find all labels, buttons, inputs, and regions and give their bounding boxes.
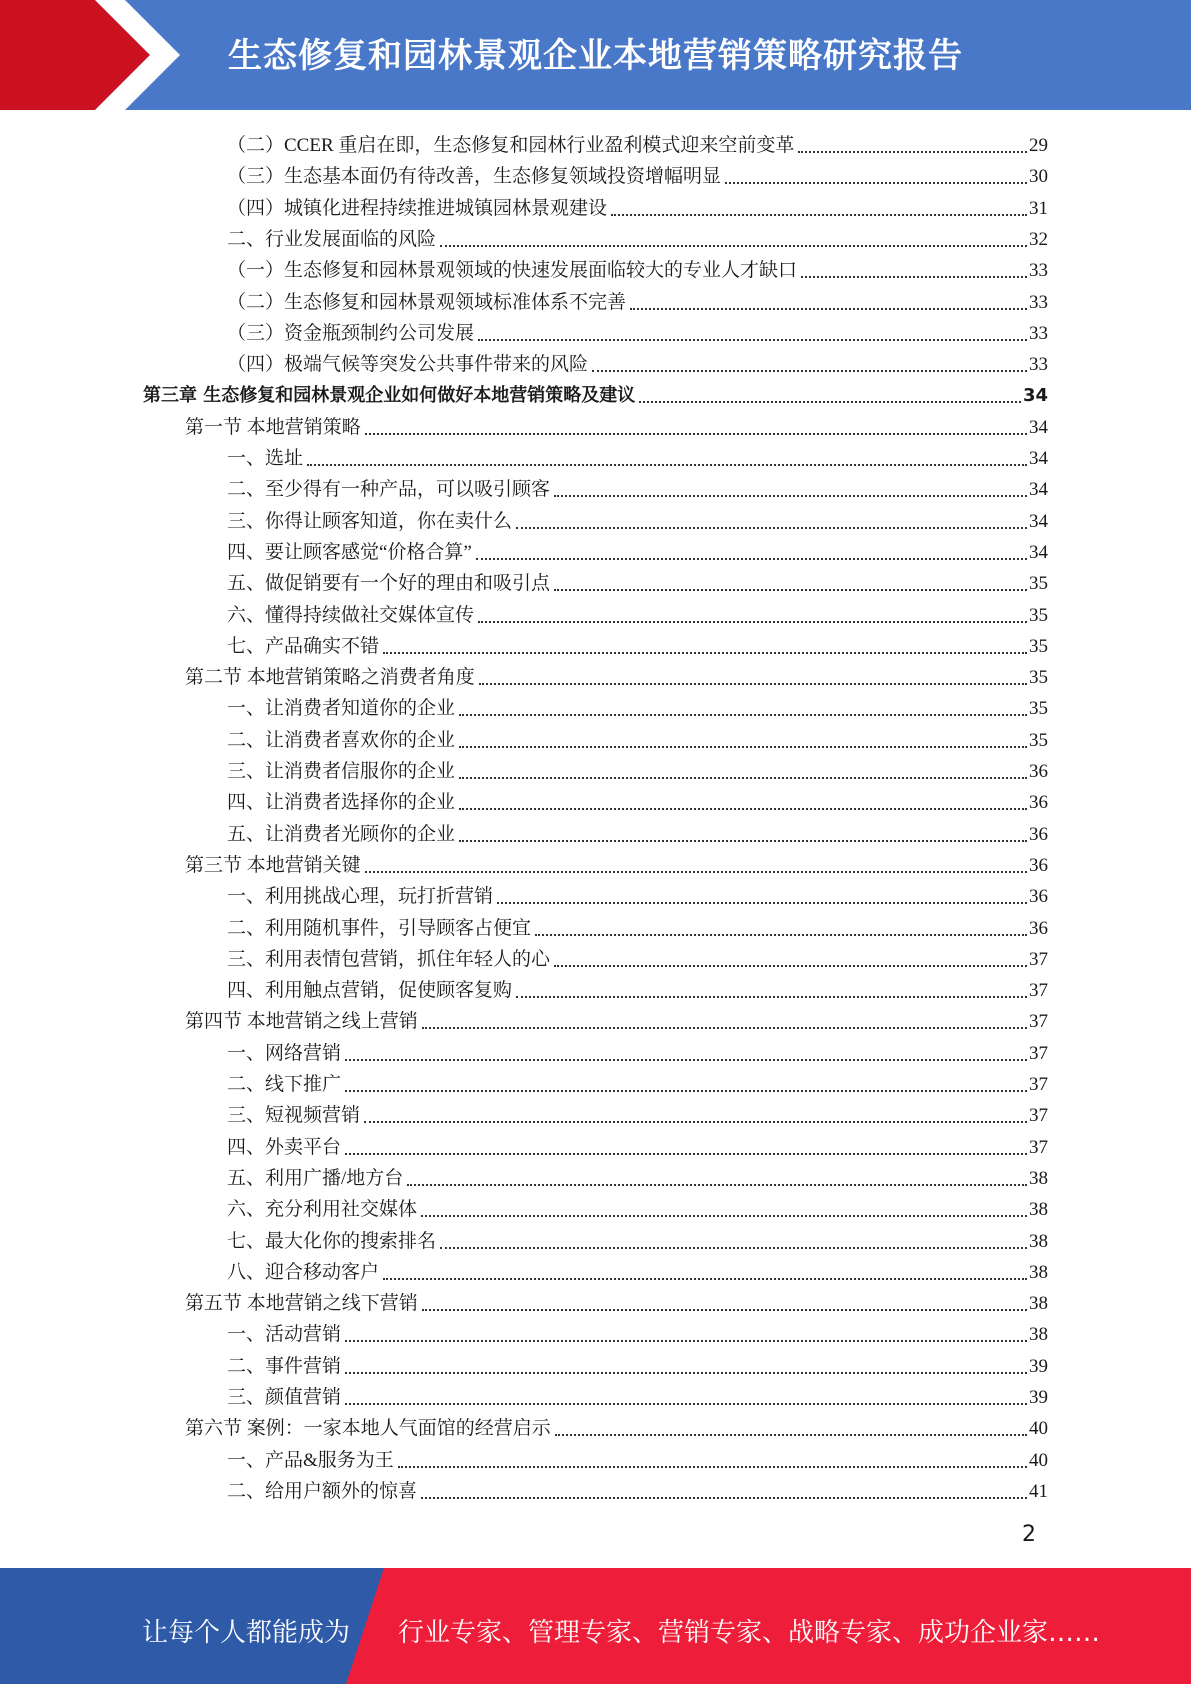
toc-dot-leader (440, 245, 1027, 247)
toc-entry-page: 33 (1029, 291, 1048, 313)
toc-section-entry[interactable] (185, 847, 1048, 878)
toc-entry[interactable] (227, 784, 1048, 815)
toc-entry[interactable] (227, 284, 1048, 315)
toc-entry-page: 38 (1029, 1324, 1048, 1346)
toc-dot-leader (345, 1059, 1027, 1061)
toc-entry-title: 四、外卖平台 (227, 1136, 342, 1158)
toc-entry-page: 35 (1029, 604, 1048, 626)
toc-entry-page: 37 (1029, 1105, 1048, 1127)
toc-entry-page: 36 (1029, 761, 1048, 782)
toc-entry-title: 四、让消费者选择你的企业 (227, 792, 456, 814)
toc-entry-title: 二、至少得有一种产品，可以吸引顾客 (227, 479, 551, 501)
toc-entry-page: 37 (1029, 948, 1048, 970)
toc-entry[interactable] (227, 1348, 1048, 1379)
toc-entry-page: 35 (1029, 667, 1048, 689)
toc-chapter-entry[interactable] (143, 377, 1048, 408)
toc-entry-title: （二）CCER 重启在即，生态修复和园林行业盈利模式迎来空前变革 (227, 135, 795, 156)
page-footer (0, 1568, 1191, 1684)
toc-section-entry[interactable] (185, 1003, 1048, 1034)
toc-dot-leader (516, 996, 1027, 998)
toc-dot-leader (535, 934, 1027, 936)
toc-dot-leader (345, 1090, 1027, 1092)
toc-entry[interactable] (227, 597, 1048, 628)
toc-entry[interactable] (227, 1066, 1048, 1097)
toc-entry-page: 35 (1029, 573, 1048, 595)
toc-dot-leader (801, 276, 1027, 278)
toc-entry-title: 七、产品确实不错 (227, 635, 380, 657)
toc-section-entry[interactable] (185, 409, 1048, 440)
toc-entry-title: 一、产品&服务为王 (227, 1449, 394, 1471)
toc-entry-page: 34 (1029, 479, 1048, 501)
toc-entry-page: 34 (1029, 510, 1048, 532)
toc-dot-leader (516, 527, 1027, 529)
toc-dot-leader (478, 621, 1027, 623)
toc-entry-page: 37 (1029, 980, 1048, 1002)
toc-entry-title: 第三节 本地营销关键 (185, 854, 361, 876)
toc-entry-title: 一、网络营销 (227, 1042, 342, 1064)
toc-entry-page: 30 (1029, 166, 1048, 188)
toc-entry-title: 三、让消费者信服你的企业 (227, 761, 456, 782)
toc-entry[interactable] (227, 158, 1048, 189)
toc-entry-title: 一、让消费者知道你的企业 (227, 698, 456, 720)
toc-entry-title: （三）生态基本面仍有待改善，生态修复领域投资增幅明显 (227, 166, 722, 188)
toc-entry-title: 二、行业发展面临的风险 (227, 228, 437, 250)
toc-entry[interactable] (227, 722, 1048, 753)
toc-dot-leader (497, 902, 1027, 904)
toc-entry-title: 第四节 本地营销之线上营销 (185, 1011, 418, 1033)
toc-entry-title: 第一节 本地营销策略 (185, 416, 361, 438)
toc-entry[interactable] (227, 503, 1048, 534)
toc-entry[interactable] (227, 1191, 1048, 1222)
toc-entry-page: 36 (1029, 886, 1048, 908)
toc-entry[interactable] (227, 565, 1048, 596)
toc-entry-title: 二、事件营销 (227, 1355, 342, 1377)
toc-entry-title: 八、迎合移动客户 (227, 1261, 380, 1283)
toc-entry[interactable] (227, 910, 1048, 941)
toc-dot-leader (554, 589, 1027, 591)
toc-entry[interactable] (227, 816, 1048, 847)
toc-entry-page: 40 (1029, 1418, 1048, 1440)
footer-slogan-right: 行业专家、管理专家、营销专家、战略专家、成功企业家…… (398, 1618, 1101, 1648)
toc-entry[interactable] (227, 1473, 1048, 1504)
toc-entry-page: 38 (1029, 1261, 1048, 1283)
toc-entry-page: 40 (1029, 1449, 1048, 1471)
toc-dot-leader (422, 1309, 1027, 1311)
toc-entry[interactable] (227, 1035, 1048, 1066)
toc-entry-title: （四）极端气候等突发公共事件带来的风险 (227, 354, 589, 376)
toc-entry-page: 35 (1029, 729, 1048, 751)
toc-dot-leader (592, 370, 1027, 372)
toc-entry-title: 第三章 生态修复和园林景观企业如何做好本地营销策略及建议 (143, 385, 636, 407)
toc-entry-title: 六、懂得持续做社交媒体宣传 (227, 604, 475, 626)
toc-section-entry[interactable] (185, 1410, 1048, 1441)
toc-entry-page: 36 (1029, 792, 1048, 814)
toc-entry[interactable] (227, 471, 1048, 502)
toc-entry-page: 39 (1029, 1355, 1048, 1377)
toc-dot-leader (440, 1247, 1027, 1249)
toc-entry-title: （四）城镇化进程持续推进城镇园林景观建设 (227, 197, 608, 219)
toc-entry[interactable] (227, 1379, 1048, 1410)
toc-dot-leader (459, 808, 1027, 810)
toc-entry-page: 33 (1029, 354, 1048, 376)
toc-entry-title: 一、活动营销 (227, 1324, 342, 1346)
toc-entry-title: 四、利用触点营销，促使顾客复购 (227, 980, 513, 1002)
toc-entry-page: 38 (1029, 1199, 1048, 1221)
toc-entry[interactable] (227, 628, 1048, 659)
toc-entry-title: （二）生态修复和园林景观领域标准体系不完善 (227, 291, 627, 313)
toc-dot-leader (398, 1466, 1027, 1468)
toc-entry-page: 36 (1029, 854, 1048, 876)
toc-dot-leader (364, 1121, 1027, 1123)
toc-entry[interactable] (227, 1254, 1048, 1285)
toc-entry-page: 41 (1029, 1480, 1048, 1502)
toc-entry-title: 一、利用挑战心理，玩打折营销 (227, 886, 494, 908)
toc-entry-page: 37 (1029, 1074, 1048, 1095)
toc-entry[interactable] (227, 252, 1048, 283)
toc-entry-title: 二、让消费者喜欢你的企业 (227, 729, 456, 751)
toc-entry[interactable] (227, 221, 1048, 252)
toc-dot-leader (554, 495, 1027, 497)
toc-dot-leader (476, 558, 1027, 560)
toc-dot-leader (307, 464, 1027, 466)
toc-dot-leader (345, 1403, 1027, 1405)
toc-entry-title: 七、最大化你的搜索排名 (227, 1230, 437, 1252)
toc-entry-page: 29 (1029, 135, 1048, 156)
toc-entry-page: 38 (1029, 1167, 1048, 1189)
toc-dot-leader (725, 182, 1027, 184)
toc-entry[interactable] (227, 1160, 1048, 1191)
toc-dot-leader (383, 652, 1027, 654)
toc-dot-leader (345, 1372, 1027, 1374)
toc-entry-page: 38 (1029, 1293, 1048, 1315)
toc-entry-title: 第二节 本地营销策略之消费者角度 (185, 667, 475, 689)
toc-entry-title: 五、做促销要有一个好的理由和吸引点 (227, 573, 551, 595)
toc-entry-page: 31 (1029, 197, 1048, 219)
toc-dot-leader (459, 714, 1027, 716)
toc-entry-title: 二、线下推广 (227, 1074, 342, 1095)
toc-dot-leader (611, 214, 1027, 216)
toc-section-entry[interactable] (185, 659, 1048, 690)
toc-entry[interactable] (227, 1129, 1048, 1160)
toc-dot-leader (422, 1027, 1027, 1029)
toc-entry-page: 37 (1029, 1042, 1048, 1064)
toc-dot-leader (479, 683, 1027, 685)
toc-dot-leader (554, 965, 1027, 967)
toc-dot-leader (459, 840, 1027, 842)
toc-entry-page: 36 (1029, 823, 1048, 845)
toc-dot-leader (630, 308, 1027, 310)
toc-entry-title: 六、充分利用社交媒体 (227, 1199, 418, 1221)
page-number: 2 (1022, 1522, 1036, 1547)
toc-entry-title: 三、短视频营销 (227, 1105, 361, 1127)
toc-dot-leader (345, 1153, 1027, 1155)
toc-entry[interactable] (227, 346, 1048, 377)
toc-dot-leader (383, 1278, 1027, 1280)
toc-entry-page: 37 (1029, 1011, 1048, 1033)
toc-entry[interactable] (227, 1316, 1048, 1347)
toc-entry-page: 37 (1029, 1136, 1048, 1158)
toc-entry-page: 35 (1029, 635, 1048, 657)
toc-entry-title: 三、颜值营销 (227, 1387, 342, 1408)
toc-entry-title: 三、利用表情包营销，抓住年轻人的心 (227, 948, 551, 970)
toc-dot-leader (798, 151, 1027, 153)
footer-slogan-left: 让每个人都能成为 (142, 1618, 351, 1648)
toc-entry[interactable] (227, 753, 1048, 784)
toc-entry-page: 38 (1029, 1230, 1048, 1252)
toc-entry[interactable] (227, 878, 1048, 909)
toc-entry-title: （三）资金瓶颈制约公司发展 (227, 322, 475, 344)
toc-entry-page: 34 (1029, 541, 1048, 563)
toc-entry[interactable] (227, 941, 1048, 972)
toc-dot-leader (421, 1215, 1027, 1217)
toc-entry-title: 三、你得让顾客知道，你在卖什么 (227, 510, 513, 532)
toc-dot-leader (421, 1497, 1027, 1499)
toc-entry-title: 四、要让顾客感觉“价格合算” (227, 541, 472, 563)
toc-entry[interactable] (227, 1442, 1048, 1473)
toc-entry-title: 第六节 案例：一家本地人气面馆的经营启示 (185, 1418, 551, 1440)
toc-entry[interactable] (227, 440, 1048, 471)
toc-entry[interactable] (227, 315, 1048, 346)
toc-entry-page: 33 (1029, 322, 1048, 344)
report-title: 生态修复和园林景观企业本地营销策略研究报告 (228, 36, 963, 76)
toc-entry-title: 五、让消费者光顾你的企业 (227, 823, 456, 845)
toc-entry[interactable] (227, 190, 1048, 221)
toc-dot-leader (478, 339, 1027, 341)
toc-entry[interactable] (227, 972, 1048, 1003)
page-header (0, 0, 1191, 110)
toc-dot-leader (345, 1340, 1027, 1342)
toc-dot-leader (555, 1434, 1027, 1436)
toc-entry[interactable] (227, 534, 1048, 565)
toc-entry[interactable] (227, 127, 1048, 158)
toc-entry-page: 34 (1029, 416, 1048, 438)
toc-dot-leader (459, 777, 1027, 779)
toc-entry-title: 二、给用户额外的惊喜 (227, 1480, 418, 1502)
toc-entry-page: 35 (1029, 698, 1048, 720)
toc-dot-leader (407, 1184, 1027, 1186)
toc-entry[interactable] (227, 1223, 1048, 1254)
toc-entry-page: 34 (1029, 448, 1048, 469)
toc-entry-title: （一）生态修复和园林景观领域的快速发展面临较大的专业人才缺口 (227, 260, 798, 282)
toc-entry-page: 33 (1029, 260, 1048, 282)
toc-dot-leader (459, 746, 1027, 748)
toc-entry-title: 一、选址 (227, 448, 304, 469)
toc-entry-title: 五、利用广播/地方台 (227, 1167, 404, 1189)
toc-entry-page: 34 (1022, 385, 1048, 407)
toc-entry[interactable] (227, 690, 1048, 721)
toc-entry-page: 39 (1029, 1387, 1048, 1408)
toc-entry-title: 第五节 本地营销之线下营销 (185, 1293, 418, 1315)
toc-entry-title: 二、利用随机事件，引导顾客占便宜 (227, 917, 532, 939)
toc-dot-leader (365, 433, 1027, 435)
toc-dot-leader (365, 871, 1027, 873)
toc-entry[interactable] (227, 1097, 1048, 1128)
toc-entry-page: 36 (1029, 917, 1048, 939)
toc-dot-leader (639, 401, 1021, 403)
toc-section-entry[interactable] (185, 1285, 1048, 1316)
toc-entry-page: 32 (1029, 228, 1048, 250)
